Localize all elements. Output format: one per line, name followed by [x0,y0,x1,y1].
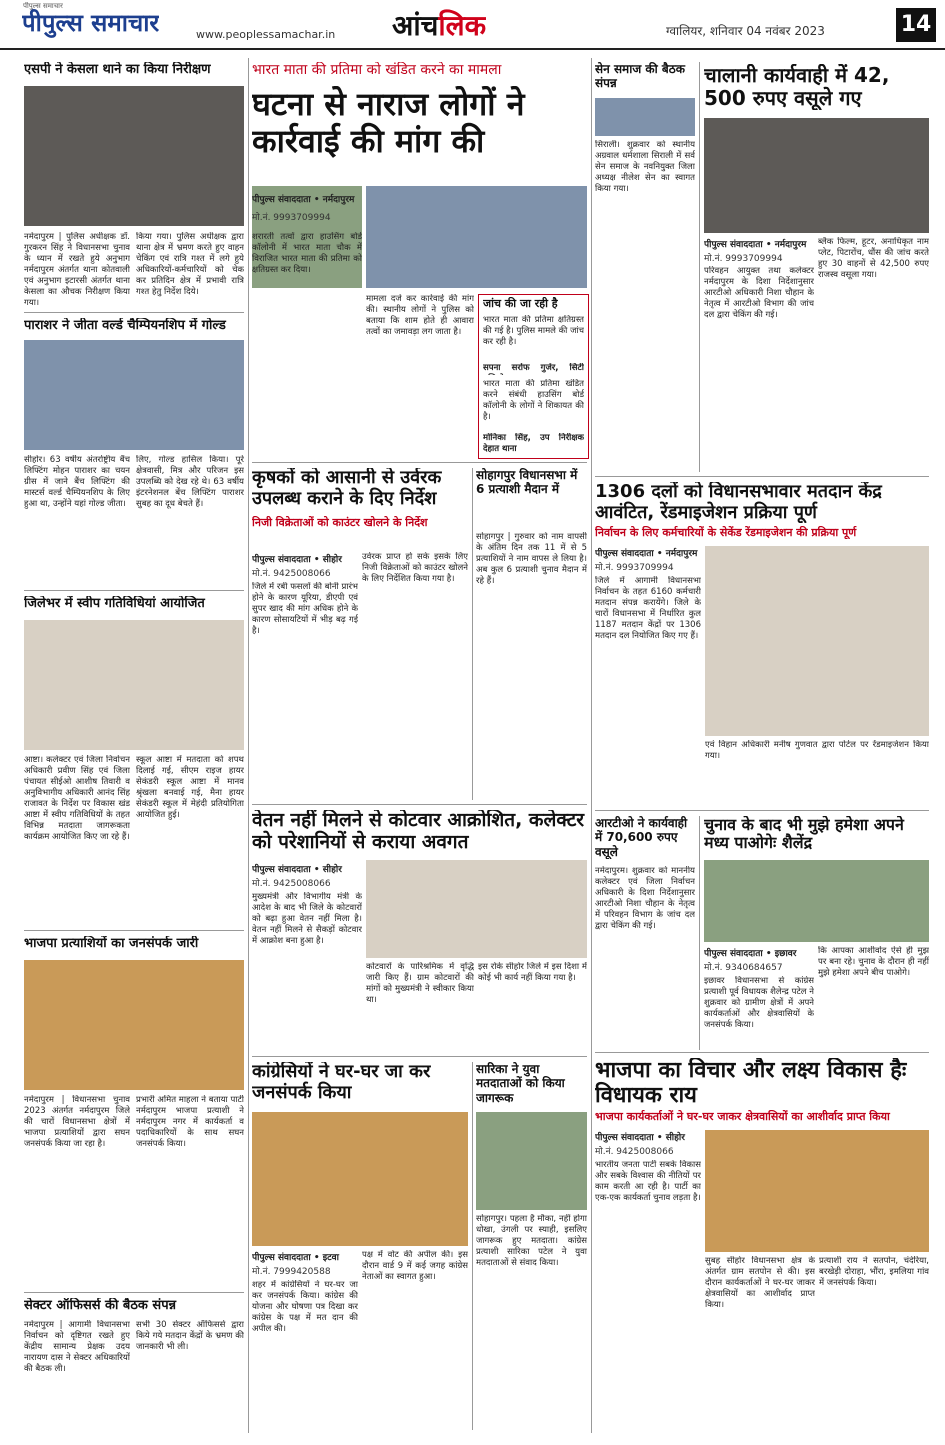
mobile-bharat-mata: मो.नं. 9993709994 [252,213,331,223]
body-bjp-campaign-2: प्रभारी अमित माहला ने बताया पार्टी नर्मदापुरम भाजपा प्रत्याशी ने नर्मदापुरम नगर में कार्यकर्ता व पदाधिकारियों के साथ सघन जनसंपर्क किया। [136,1095,244,1149]
body-congress-2: पक्ष में वोट की अपील की। इस दौरान वार्ड 9 में कई जगह कांग्रेस नेताओं का स्वागत हुआ। [362,1250,468,1282]
kicker-bharat-mata: भारत माता की प्रतिमा को खंडित करने का मामला [252,62,502,78]
body-sohagpur: सोहागपुर | गुरुवार को नाम वापसी के अंतिम दिन तक 11 में से 5 प्रत्याशियों ने नाम वापस ले लिया है। अब कुल 6 प्रत्याशी चुनाव मैदान में रहे हैं। [476,532,587,586]
headline-shailendra: चुनाव के बाद भी मुझे हमेशा अपने मध्य पाओगेः शैलेंद्र [704,816,904,853]
box-quote-1: भारत माता की प्रतिमा क्षतिग्रस्त की गई है। पुलिस मामले की जांच कर रही है। [483,315,584,347]
divider [24,1292,244,1293]
body-parashar-2: लिए, गोल्ड हासिल किया। पूरे क्षेत्रवासी, मित्र और परिजन इस उपलब्धि को देख रहे थे। 63 वर्षीय इंटरनेशनल बेंच लिफ्टिंग पाराशर सुबह का दूध बेचते हैं। [136,455,244,509]
body-polling-2: एवं विहान अधिकारी मनीष गुणवात द्वारा पोर्टल पर रेंडमाइजेशन किया गया। [705,740,929,761]
divider [595,1052,929,1053]
photo-congress [252,1112,468,1246]
mobile-congress: मो.नं. 7999420588 [252,1267,331,1277]
divider [252,462,587,463]
headline-fertilizer: कृषकों को आसानी से उर्वरक उपलब्ध कराने के दिए निर्देश [252,468,442,509]
column-rule [699,816,700,1050]
byline-congress: पीपुल्स संवाददाता • इटवा [252,1253,340,1263]
body-parashar-1: सीहोर। 63 वर्षीय अंतर्राष्ट्रीय बैंच लिफ्टिंग मोहन पाराशर का चयन ग्रीस में जाने बैंच लिफ्टिंग की मास्टर्स वर्ल्ड चैम्पियनशिप के लिए हुआ था, उन्होंने यहां गोल्ड जीता। [24,455,130,509]
byline-salary: पीपुल्स संवाददाता • सीहोर [252,865,342,875]
column-rule [699,62,700,472]
headline-bjp-campaign: भाजपा प्रत्याशियों का जनसंपर्क जारी [24,936,199,951]
byline-challan: पीपुल्स संवाददाता • नर्मदापुरम [704,240,807,250]
body-bharat-mata-1: शरारती तत्वों द्वारा हाउसिंग बोर्ड कॉलोनी में भारत माता चौक में विराजित भारत माता की प्रतिमा को क्षतिग्रस्त कर दिया। [252,232,362,275]
subhead-polling: निर्वाचन के लिए कर्मचारियों के सेकेंड रेंडमाइजेशन की प्रक्रिया पूर्ण [595,526,857,539]
body-sarika: सोहागपुर। पहला है मौका, नहीं होगा धोखा, उंगली पर स्याही, इसलिए जागरूक हुए मतदाता। कांग्रेस प्रत्याशी सारिका पटेल ने युवा मतदाताओं से संवाद किया। [476,1214,587,1268]
body-sector-officers-1: नर्मदापुरम | आगामी विधानसभा निर्वाचन को दृष्टिगत रखते हुए केंद्रीय सामान्य प्रेक्षक उदय नारायण दास ने सेक्टर अधिकारियों की बैठक ली। [24,1320,130,1374]
body-challan-2: ब्लैक फिल्म, हूटर, अनाधिकृत नाम प्लेट, पिटारोंच, धौंस की जांच करते हुए 30 वाहनों से 42,500 रुपए राजस्व वसूला गया। [818,237,929,280]
byline-bjp-mla: पीपुल्स संवाददाता • सीहोर [595,1133,685,1143]
dateline: ग्वालियर, शनिवार 04 नवंबर 2023 [666,24,825,38]
body-shailendra-1: इछावर विधानसभा से कांग्रेस प्रत्याशी पूर्व विधायक शैलेन्द्र पटेल ने शुक्रवार को ग्रामीण क्षेत्रों में अपने कार्यकर्ताओं और क्षेत्रवासियों के जनसंपर्क किया। [704,976,814,1030]
body-challan-1: परिवहन आयुक्त तथा कलेक्टर नर्मदापुरम के दिशा निर्देशानुसार आरटीओ अधिकारी निशा चौहान के नेतृत्व में आरटीओ विभाग की जांच दल द्वारा चेकिंग की गई। [704,266,814,320]
body-sen-samaj: सिराली। शुक्रवार को स्थानीय अग्रवाल धर्मशाला सिराली में सर्व सेन समाज के नवनियुक्त जिला अध्यक्ष नीलेश सेन का स्वागत किया गया। [595,140,695,194]
body-fertilizer-1: जिले में रबी फसलों की बोनी प्रारंभ होने के कारण यूरिया, डीएपी एवं सुपर खाद की मांग अधिक होने के कारण सोसायटियों में भीड़ बढ़ गई है। [252,582,358,636]
body-bjp-campaign-1: नर्मदापुरम | विधानसभा चुनाव 2023 अंतर्गत नर्मदापुरम जिले की चारों विधानसभा क्षेत्रों में भाजपा प्रत्याशियों द्वारा सघन जनसंपर्क किया जा रहा है। [24,1095,130,1149]
subhead-fertilizer: निजी विक्रेताओं को काउंटर खोलने के निर्देश [252,516,428,529]
photo-bjp-mla [705,1130,929,1252]
divider [24,930,244,931]
photo-kotwar [366,860,587,958]
headline-salary: वेतन नहीं मिलने से कोटवार आक्रोशित, कलेक्टर को परेशानियों से कराया अवगत [252,810,585,853]
investigation-box [478,294,589,459]
section-title-a: आंच [392,9,439,42]
body-bjp-mla-3: प्रत्याशी राय ने सतपोन, चंदेरिया, बरखेड़ी दोराहा, भौंरा, इमलिया गांव में जनसंपर्क किया। [819,1256,929,1288]
headline-congress: कांग्रेसियों ने घर-घर जा कर जनसंपर्क किया [252,1062,431,1103]
body-bharat-mata-2: मामला दर्ज कर कार्रवाई की मांग की। स्थानीय लोगों ने पुलिस को बताया कि शाम होते ही आवारा तत्वों का जमावड़ा लग जाता है। [366,294,474,337]
body-congress-1: शहर में कांग्रेसियों ने घर-घर जा कर जनसंपर्क किया। कांग्रेस की योजना और घोषणा पत्र दिखा कर कांग्रेस के पक्ष में मत दान की अपील की। [252,1280,358,1334]
section-title [392,6,486,44]
box-title: जांच की जा रही है [483,297,558,310]
mobile-salary: मो.नं. 9425008066 [252,879,331,889]
divider [252,1056,587,1057]
mobile-fertilizer: मो.नं. 9425008066 [252,569,331,579]
headline-rto: आरटीओ ने कार्यवाही में 70,600 रुपए वसूले [595,816,688,859]
masthead [0,0,945,50]
column-rule [591,58,592,1433]
body-bjp-mla-1: भारतीय जनता पार्टी सबके विकास और सबके विश्वास की नीतियों पर काम करती आ रही है। पार्टी का एक-एक कार्यकर्ता चुनाव लड़ता है। [595,1160,701,1203]
body-shailendra-2: कि आपका आशीर्वाद ऐसे ही मुझ पर बना रहे। चुनाव के दौरान ही नहीं मुझे हमेशा अपने बीच पाओगे। [818,946,929,978]
body-fertilizer-2: उर्वरक प्राप्त हो सके इसके लिए निजी विक्रेताओं को काउंटर खोलने के लिए निर्देशित किया गया है। [362,552,468,584]
section-title-b: लिक [438,9,487,42]
body-sp-inspection-2: किया गया। पुलिस अधीक्षक द्वारा थाना क्षेत्र में भ्रमण करते हुए वाहन चेकिंग एवं रात्रि गश्त में लगे हुये अधिकारियों-कर्मचारियों को चेक कर प्रतिदिन क्षेत्र में प्रभावी रात्रि गश्त हेतु निर्देश दिये। [136,232,244,297]
headline-bjp-mla: भाजपा का विचार और लक्ष्य विकास हैः विधायक राय [595,1058,907,1109]
photo-shailendra [704,860,929,942]
divider [24,312,244,313]
page-number: 14 [896,8,936,42]
headline-sweep: जिलेभर में स्वीप गतिविधियां आयोजित [24,596,205,611]
mobile-bjp-mla: मो.नं. 9425008066 [595,1147,674,1157]
body-polling-1: जिले में आगामी विधानसभा निर्वाचन के तहत 6160 कर्मचारी मतदान संपन्न करायेंगे। जिले के चारों विधानसभा में निर्धारित कुल 1187 मतदान केंद्रों पर 1306 मतदान दल नियोजित किए गए हैं। [595,576,701,641]
body-salary-3: इस रोके सीहोर जिले में इस दिशा में कोई भी कार्य नहीं किया गया है। [478,962,587,983]
body-sweep-2: स्कूल आष्टा में मतदाता को शपथ दिलाई गई, सीएम राइज हायर सेकंडरी स्कूल आष्टा में मानव श्रृंखला बनवाई गई, मैना हायर सेकंडरी स्कूल में मेहंदी प्रतियोगिता आयोजित हुई। [136,755,244,820]
headline-sen-samaj: सेन समाज की बैठक संपन्न [595,62,685,91]
byline-polling: पीपुल्स संवाददाता • नर्मदापुरम [595,549,698,559]
column-rule [472,1062,473,1430]
box-quote-2: भारत माता की प्रतिमा खंडित करने संबंधी हाउसिंग बोर्ड कॉलोनी के लोगों ने शिकायत की है। [483,379,584,422]
photo-bjp-campaign [24,960,244,1090]
headline-sohagpur: सोहागपुर विधानसभा में 6 प्रत्याशी मैदान में [476,468,578,497]
body-salary-2: कोटवारों के पारिश्रमिक में वृद्धि जारी किए हैं। ग्राम कोटवारों की मांगों को मुख्यमंत्री ने स्वीकार किया था। [366,962,474,1005]
body-salary-1: मुख्यमंत्री और विभागीय मंत्री के आदेश के बाद भी जिले के कोटवारों को बढ़ा हुआ वेतन नहीं मिला है। वेतन नहीं मिलने से सैकड़ों कोटवार में आक्रोश बना हुआ है। [252,892,362,946]
mobile-shailendra: मो.नं. 9340684657 [704,963,783,973]
divider [252,804,587,805]
headline-polling: 1306 दलों को विधानसभावार मतदान केंद्र आवंटित, रेंडमाइजेशन प्रक्रिया पूर्ण [595,482,882,523]
website-url[interactable]: www.peoplessamachar.in [196,28,336,41]
photo-sp-inspection [24,86,244,226]
subhead-bjp-mla: भाजपा कार्यकर्ताओं ने घर-घर जाकर क्षेत्रवासियों का आशीर्वाद प्राप्त किया [595,1110,890,1123]
headline-sp-inspection: एसपी ने केसला थाने का किया निरीक्षण [24,62,211,77]
photo-bharat-mata-protest [366,186,587,288]
headline-bharat-mata: घटना से नाराज लोगों ने कार्रवाई की मांग की [252,86,525,160]
mobile-polling: मो.नं. 9993709994 [595,563,674,573]
divider [595,476,929,477]
box-name-1: सपना सर्राफ गुर्जर, सिटी [483,363,584,373]
byline-shailendra: पीपुल्स संवाददाता • इछावर [704,949,797,959]
logo-tagline: पीपुल्स समाचार [23,2,63,10]
column-rule [472,468,473,800]
mobile-challan: मो.नं. 9993709994 [704,254,783,264]
headline-sector-officers: सेक्टर ऑफिसर्स की बैठक संपन्न [24,1298,177,1313]
headline-challan: चालानी कार्यवाही में 42, 500 रुपए वसूले गए [704,64,890,110]
byline-bharat-mata: पीपुल्स संवाददाता • नर्मदापुरम [252,195,355,205]
photo-sen-samaj [595,98,695,136]
newspaper-logo: पीपुल्स समाचार [22,9,160,37]
headline-parashar: पाराशर ने जीता वर्ल्ड चैम्पियनशिप में गोल्ड [24,318,226,333]
divider [24,590,244,591]
photo-sarika [476,1112,587,1210]
body-bjp-mla-2: सुबह सीहोर विधानसभा क्षेत्र के अंतर्गत ग्राम सतपोन से की। इस दौरान कार्यकर्ताओं ने घर-घर जाकर क्षेत्रवासियों का आशीर्वाद प्राप्त किया। [705,1256,815,1310]
body-sweep-1: आष्टा। कलेक्टर एवं जिला निर्वाचन अधिकारी प्रवीण सिंह एवं जिला पंचायत सीईओ आशीष तिवारी व अनुविभागीय अधिकारी आनंद सिंह राजावत के निर्देश पर विकास खंड आष्टा में स्वीप गतिविधियों के तहत विभिन्न मतदाता जागरूकता कार्यक्रम आयोजित किए जा रहे हैं। [24,755,130,842]
box-name-2: मोनिका सिंह, उप निरीक्षक देहात थाना [483,433,584,454]
body-rto: नर्मदापुरम। शुक्रवार को माननीय कलेक्टर एवं जिला निर्वाचन अधिकारी के दिशा निर्देशानुसार आरटीओ निशा चौहान के नेतृत्व में परिवहन विभाग के जांच दल द्वारा चेकिंग की गई। [595,866,695,931]
body-sp-inspection-1: नर्मदापुरम | पुलिस अधीक्षक डॉ. गुरकरन सिंह ने विधानसभा चुनाव के ध्यान में रखते हुये अनुभाग नर्मदापुरम अंतर्गत थाना कोतवाली एवं अनुभाग इटारसी अंतर्गत थाना केसला का औचक निरीक्षण किया गया। [24,232,130,308]
byline-fertilizer: पीपुल्स संवाददाता • सीहोर [252,555,342,565]
divider [595,810,929,811]
photo-challan [704,118,929,233]
body-sector-officers-2: सभी 30 सेक्टर ऑफिसर्स द्वारा किये गये मतदान केंद्रों के भ्रमण की जानकारी भी ली। [136,1320,244,1352]
photo-parashar [24,340,244,450]
column-rule [248,58,249,1433]
headline-sarika: सारिका ने युवा मतदाताओं को किया जागरूक [476,1062,565,1105]
photo-sweep [24,620,244,750]
photo-polling [705,546,929,736]
